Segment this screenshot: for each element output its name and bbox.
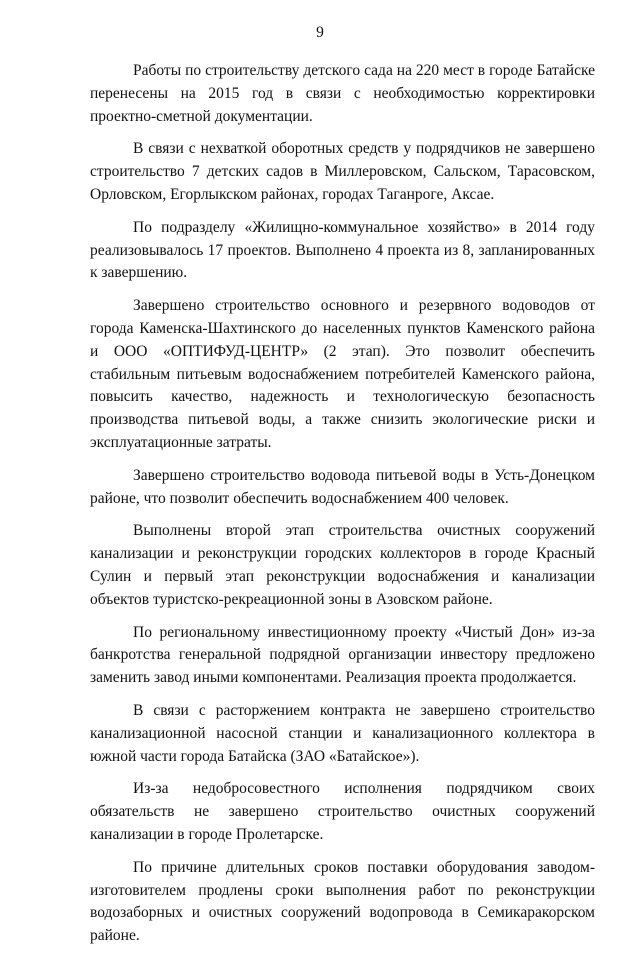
paragraph-4: Завершено строительство основного и резервного водоводов от города Каменска-Шахтинского до населенных пунктов Каменского района и ООО «ОПТИФУД-ЦЕНТР» (2 этап). Это позволит обеспечить стабильным питьевым водоснабжением потребителей Каменского района, повысить качество, надежность и технологическую безопасность производства питьевой воды, а также снизить экологические риски и эксплуатационные затраты. [90,297,595,451]
paragraph-6: Выполнены второй этап строительства очистных сооружений канализации и реконструкции городских коллекторов в городе Красный Сулин и первый этап реконструкции водоснабжения и канализации объектов туристско-рекреационной зоны в Азовском районе. [90,522,595,608]
document-body [90,60,595,958]
paragraph-10: По причине длительных сроков поставки оборудования заводом-изготовителем продлены сроки выполнения работ по реконструкции водозаборных и очистных сооружений водопровода в Семикаракорском районе. [90,858,595,945]
paragraph-5: Завершено строительство водовода питьевой воды в Усть-Донецком районе, что позволит обеспечить водоснабжением 400 человек. [90,466,595,507]
paragraph-9: Из-за недобросовестного исполнения подрядчиком своих обязательств не завершено строительство очистных сооружений канализации в городе Пролетарске. [90,780,595,843]
page-number: 9 [316,24,324,41]
paragraph-7: По региональному инвестиционному проекту «Чистый Дон» из-за банкротства генеральной подрядной организации инвестору предложено заменить завод иными компонентами. Реализация проекта продолжается. [90,623,595,687]
paragraph-3: По подразделу «Жилищно-коммунальное хозяйство» в 2014 году реализовывалось 17 проектов. Выполнено 4 проекта из 8, запланированных к завершению. [90,218,595,282]
paragraph-2: В связи с нехваткой оборотных средств у подрядчиков не завершено строительство 7 детских садов в Миллеровском, Сальском, Тарасовском, Орловском, Егорлыкском районах, городах Таганроге, Аксае. [90,140,595,203]
paragraph-8: В связи с расторжением контракта не завершено строительство канализационной насосной станции и канализационного коллектора в южной части города Батайска (ЗАО «Батайское»). [90,701,595,765]
paragraph-1: Работы по строительству детского сада на 220 мест в городе Батайске перенесены на 2015 год в связи с необходимостью корректировки проектно-сметной документации. [90,62,595,125]
